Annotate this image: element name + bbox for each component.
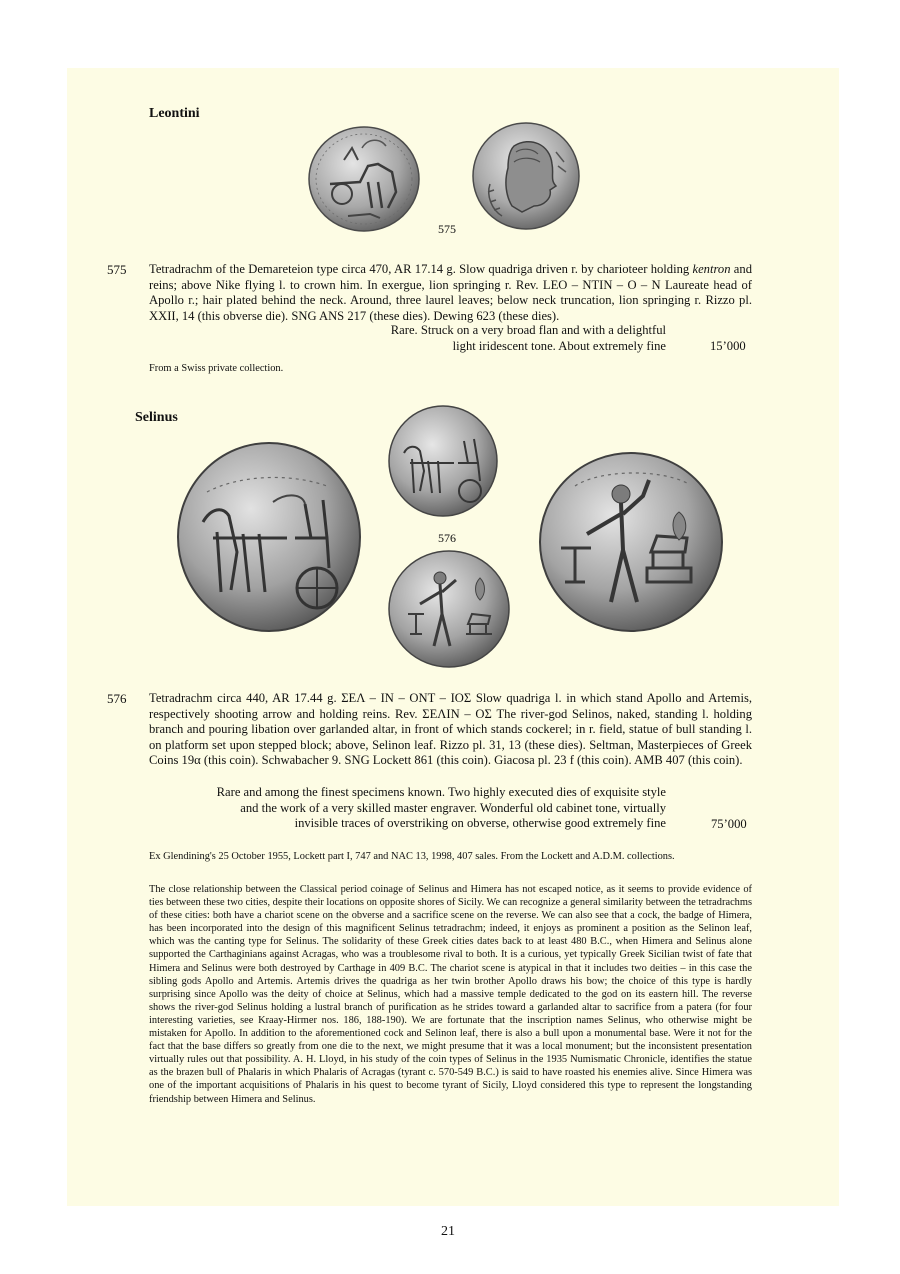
section-heading-leontini: Leontini bbox=[149, 106, 200, 121]
lot-condition-575: Rare. Struck on a very broad flan and with a delightful light iridescent tone. About extremely fine bbox=[390, 323, 666, 353]
lot-description-576: Tetradrachm circa 440, AR 17.44 g. ΣΕΛ – ΙΝ – ΟΝΤ – ΙΟΣ Slow quadriga l. in which stand Apollo and Artemis, respectively shooting arrow and holding reins. Rev. ΣΕΛΙΝ – ΟΣ The river-god Selinos, naked, standing l. holding branch and pouring libation over garlanded altar, in front of which stands cockerel; in r. field, statue of bull standing l. on platform set upon stepped block; above, Selinon leaf. Rizzo pl. 31, 13 (these dies). Seltman, Masterpieces of Greek Coins 19α (this coin). Schwabacher 9. SNG Lockett 861 (this coin). Giacosa pl. 23 f (this coin). AMB 407 (this coin). bbox=[149, 691, 752, 768]
lot-provenance-575: From a Swiss private collection. bbox=[149, 363, 284, 374]
lot-condition-576: Rare and among the finest specimens known. Two highly executed dies of exquisite style and the work of a very skilled master engraver. Wonderful old cabinet tone, virtually invisible traces of overstriking on obverse, otherwise good extremely fine bbox=[216, 785, 666, 831]
lot-description-575: Tetradrachm of the Demareteion type circa 470, AR 17.14 g. Slow quadriga driven r. by charioteer holding kentron and reins; above Nike flying l. to crown him. In exergue, lion springing r. Rev. LEO – NTIN – O – N Laureate head of Apollo r.; hair plated behind the neck. Around, three laurel leaves; below neck truncation, lion springing r. Rizzo pl. XXII, 14 (this obverse die). SNG ANS 217 (these dies). Dewing 623 (these dies). bbox=[149, 262, 752, 323]
lot-essay-576: The close relationship between the Classical period coinage of Selinus and Himera has not escaped notice, as it seems to provide evidence of ties between these two cities, despite their locations on opposite shores of Sicily. We can recognize a general similarity between the tetradrachms of these cities: both have a chariot scene on the obverse and a sacrifice scene on the reverse. We can also see that a cock, the badge of Himera, has been incorporated into the design of this magnificent Selinus tetradrachm; indeed, it enjoys as prominent a position as the Selinon leaf, which was the canting type for Selinus. The solidarity of these Greek cities dates back to at least 480 B.C., when Himera and Selinus alone supported the Carthaginians against Acragas, who was a troublesome rival to both. It is a curious, yet typically Greek Sicilian twist of fate that Himera and Selinus were both destroyed by Carthage in 409 B.C. The chariot scene is atypical in that it includes two deities – in this case the sibling gods Apollo and Artemis. Artemis drives the quadriga as her twin brother Apollo draws his bow; the choice of this type is hardly surprising since Apollo was the deity of choice at Selinus, which had a massive temple dedicated to the god on its eastern hill. The reverse shows the river-god Selinus holding a lustral branch of purification as he strides toward a garlanded altar to sacrifice from a patera (for four interesting varieties, see Kraay-Hirmer nos. 186, 188-190). We are fortunate that the inscription names Selinus, who otherwise might be mistaken for Apollo. In addition to the aforementioned cock and Selinon leaf, there is also a bull upon a monumental base. Were it not for the fact that the base differs so greatly from one die to the next, we might presume that it was a local monument; but the inconsistent presentation virtually rules out that possibility. A. H. Lloyd, in his study of the coin types of Selinus in the 1935 Numismatic Chronicle, identifies the statue as the brazen bull of Phalaris in which Phalaris of Acragas (tyrant c. 570-549 B.C.) is said to have roasted his enemies alive. Since Himera was one of the important acquisitions of Phalaris in his quest to become tyrant of Sicily, Lloyd considered this type to represent the longstanding friendship between Himera and Selinus. bbox=[149, 884, 752, 1105]
page-number: 21 bbox=[441, 1224, 455, 1239]
lot-provenance-576: Ex Glendining's 25 October 1955, Lockett part I, 747 and NAC 13, 1998, 407 sales. From the Lockett and A.D.M. collections. bbox=[149, 851, 675, 862]
quadriga-coin-icon bbox=[177, 442, 361, 632]
river-god-coin-icon bbox=[539, 452, 723, 632]
quadriga-coin-icon bbox=[388, 405, 498, 517]
lot-number-576: 576 bbox=[107, 691, 127, 706]
apollo-head-coin-icon bbox=[472, 122, 580, 230]
coin-caption-575: 575 bbox=[438, 222, 456, 236]
quadriga-coin-icon bbox=[308, 126, 420, 232]
lot-price-575: 15’000 bbox=[710, 339, 746, 353]
river-god-coin-icon bbox=[388, 550, 510, 668]
section-heading-selinus: Selinus bbox=[135, 410, 178, 425]
lot-number-575: 575 bbox=[107, 262, 127, 277]
coin-caption-576: 576 bbox=[438, 531, 456, 545]
lot-price-576: 75’000 bbox=[711, 817, 747, 831]
